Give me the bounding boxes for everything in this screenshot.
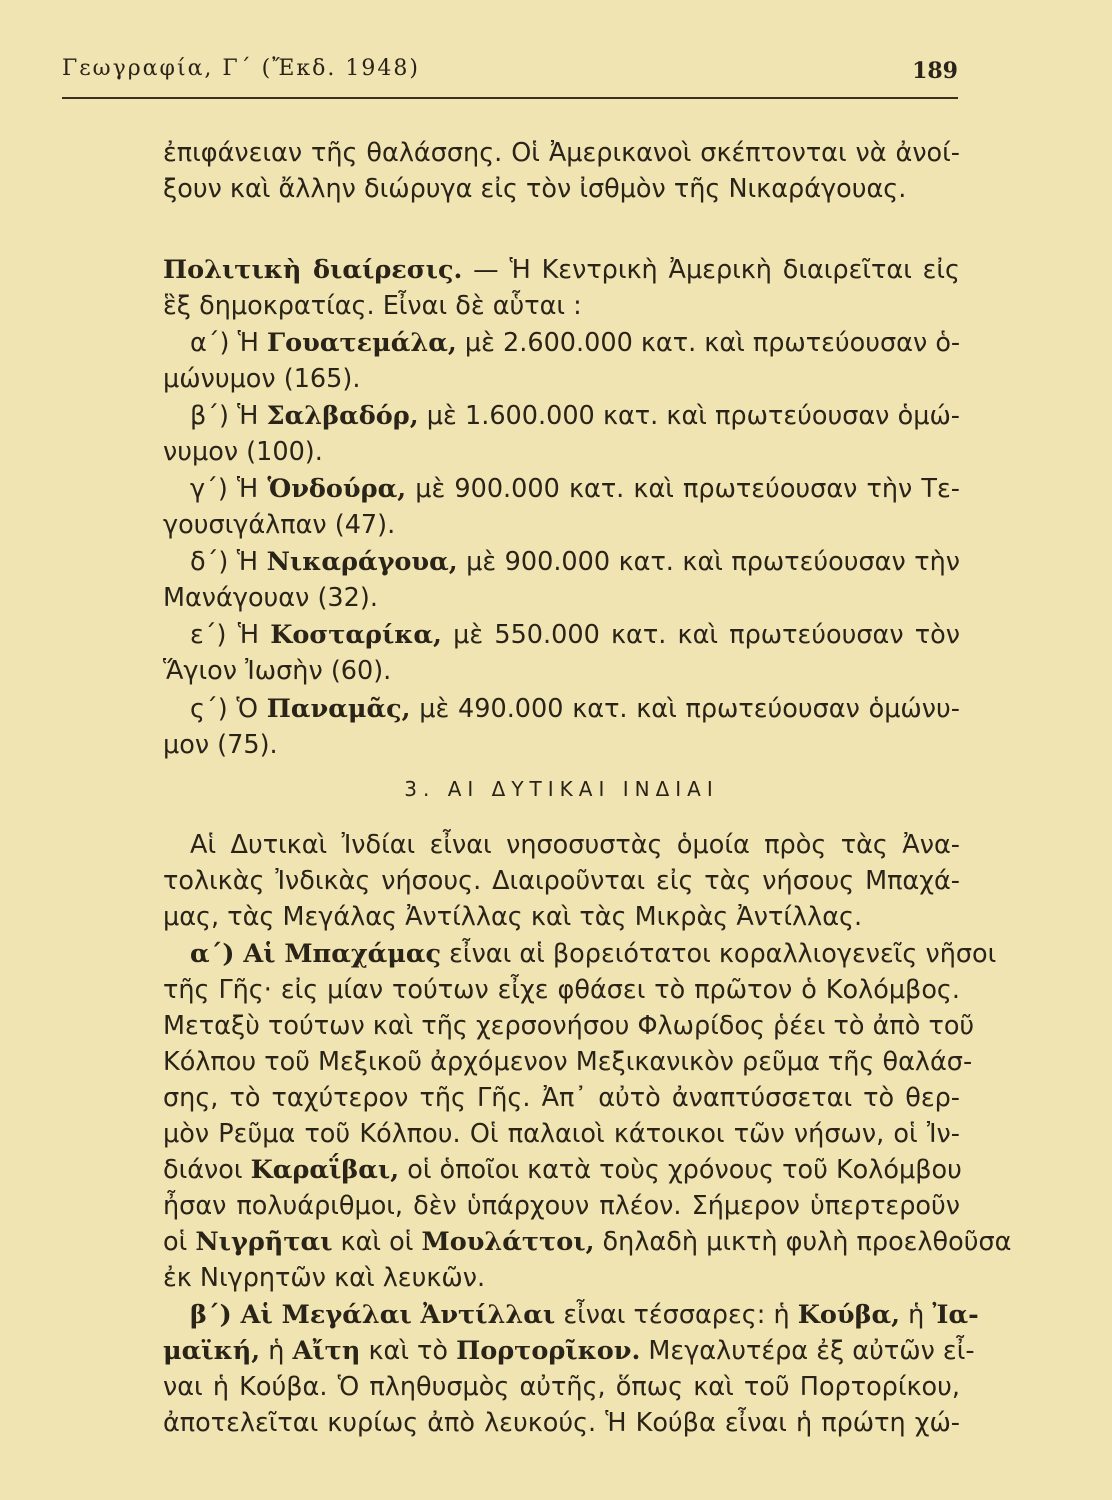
text-line xyxy=(190,828,960,862)
bold-term: Ὁνδούρα, xyxy=(267,474,407,504)
bold-term: Καραΐβαι, xyxy=(250,1155,400,1185)
text-line xyxy=(163,136,960,170)
text-segment: μὲ 900.000 κατ. καὶ πρωτεύουσαν τὴν xyxy=(457,547,960,577)
text-line xyxy=(163,581,960,615)
text-line xyxy=(163,900,960,934)
text-segment: Αἱ Δυτικαὶ Ἰνδίαι εἶναι νησοσυστὰς ὁμοία πρὸς τὰς Ἀνα- xyxy=(190,830,960,860)
text-segment: ἐπιφάνειαν τῆς θαλάσσης. Οἱ Ἀμερικανοὶ σκέπτονται νὰ ἀνοί- xyxy=(163,138,960,168)
text-line xyxy=(190,545,960,579)
text-segment: διάνοι xyxy=(163,1155,251,1185)
bold-term: Γουατεμάλα, xyxy=(267,328,457,358)
text-segment: ἓξ δημοκρατίας. Εἶναι δὲ αὗται : xyxy=(163,291,582,321)
text-segment: δ΄) Ἡ xyxy=(190,547,267,577)
bold-term: Παναμᾶς, xyxy=(266,694,411,724)
text-segment: μον (75). xyxy=(163,730,278,760)
text-segment: εἶναι τέσσαρες: ἡ xyxy=(555,1300,798,1330)
text-line xyxy=(190,326,960,360)
bold-term: Πολιτικὴ διαίρεσις. xyxy=(163,255,463,285)
text-segment: ἡ xyxy=(900,1300,933,1330)
text-line xyxy=(163,508,960,542)
text-segment: μὲ 900.000 κατ. καὶ πρωτεύουσαν τὴν Τε- xyxy=(406,474,960,504)
text-segment: τολικὰς Ἰνδικὰς νήσους. Διαιροῦνται εἰς τὰς νήσους Μπαχά- xyxy=(163,866,960,896)
bold-term: α΄) Αἱ Μπαχάμας xyxy=(190,939,442,969)
text-segment: νυμον (100). xyxy=(163,437,323,467)
text-line xyxy=(163,1117,960,1151)
bold-term: β΄) Αἱ Μεγάλαι Ἀντίλλαι xyxy=(190,1300,556,1330)
text-segment: Μανάγουαν (32). xyxy=(163,583,378,613)
text-segment: ἀποτελεῖται κυρίως ἀπὸ λευκούς. Ἡ Κούβα εἶναι ἡ πρώτη χώ- xyxy=(163,1408,960,1438)
bold-term: Κοσταρίκα, xyxy=(270,620,442,650)
bold-term: μαϊκή, xyxy=(163,1336,261,1366)
text-segment: μὲ 490.000 κατ. καὶ πρωτεύουσαν ὁμώνυ- xyxy=(410,694,960,724)
bold-term: Κούβα, xyxy=(797,1300,901,1330)
text-segment: Ἅγιον Ἰωσὴν (60). xyxy=(163,656,392,686)
text-segment: ς΄) Ὁ xyxy=(190,694,267,724)
text-segment: τῆς Γῆς· εἰς μίαν τούτων εἶχε φθάσει τὸ πρῶτον ὁ Κολόμβος. xyxy=(163,975,960,1005)
text-segment: Μεταξὺ τούτων καὶ τῆς χερσονήσου Φλωρίδος ῥέει τὸ ἀπὸ τοῦ xyxy=(163,1011,975,1041)
text-line xyxy=(163,1225,1012,1259)
text-segment: δηλαδὴ μικτὴ φυλὴ προελθοῦσα xyxy=(594,1227,1012,1257)
bold-term: Νιγρῆται xyxy=(195,1227,333,1257)
text-segment: σης, τὸ ταχύτερον τῆς Γῆς. Ἀπ᾽ αὐτὸ ἀναπτύσσεται τὸ θερ- xyxy=(163,1083,960,1113)
page-number: 189 xyxy=(912,58,958,84)
text-line xyxy=(163,435,960,469)
text-segment: μὲ 1.600.000 κατ. καὶ πρωτεύουσαν ὁμώ- xyxy=(418,401,960,431)
running-header xyxy=(62,52,958,92)
bold-term: Νικαράγουα, xyxy=(266,547,458,577)
text-line xyxy=(163,973,960,1007)
text-segment: Κόλπου τοῦ Μεξικοῦ ἀρχόμενον Μεξικανικὸν ρεῦμα τῆς θαλάσ- xyxy=(163,1047,973,1077)
text-segment: ξουν καὶ ἄλλην διώρυγα εἰς τὸν ἰσθμὸν τῆς Νικαράγουας. xyxy=(163,174,907,204)
text-segment: μὲ 2.600.000 κατ. καὶ πρωτεύουσαν ὁ- xyxy=(456,328,961,358)
text-line xyxy=(163,172,960,206)
text-line xyxy=(163,864,960,898)
text-line xyxy=(163,362,960,396)
text-line xyxy=(190,692,960,726)
text-line xyxy=(163,1406,960,1440)
text-line xyxy=(163,1153,960,1187)
text-segment: καὶ τὸ xyxy=(360,1336,457,1366)
text-line xyxy=(163,1081,960,1115)
text-segment: μὲ 550.000 κατ. καὶ πρωτεύουσαν τὸν xyxy=(441,620,961,650)
text-segment: ἐκ Νιγρητῶν καὶ λευκῶν. xyxy=(163,1263,486,1293)
text-segment: β΄) Ἡ xyxy=(190,401,267,431)
text-segment: ε΄) Ἡ xyxy=(190,620,271,650)
text-line xyxy=(190,472,960,506)
bold-term: Αἴτη xyxy=(292,1336,361,1366)
text-segment: 3. ΑΙ ΔΥΤΙΚΑΙ ΙΝΔΙΑΙ xyxy=(404,777,719,801)
text-segment: καὶ οἱ xyxy=(332,1227,422,1257)
text-line xyxy=(163,1189,960,1223)
bold-term: Ἰα- xyxy=(932,1300,979,1330)
text-line xyxy=(190,399,960,433)
text-segment: ναι ἡ Κούβα. Ὁ πληθυσμὸς αὐτῆς, ὅπως καὶ τοῦ Πορτορίκου, xyxy=(163,1372,960,1402)
section-heading xyxy=(163,772,960,806)
bold-term: Πορτορῖκον. xyxy=(456,1336,641,1366)
text-line xyxy=(163,1334,975,1368)
text-segment: Μεγαλυτέρα ἐξ αὐτῶν εἶ- xyxy=(640,1336,975,1366)
text-segment: ἦσαν πολυάριθμοι, δὲν ὑπάρχουν πλέον. Σήμερον ὑπερτεροῦν xyxy=(163,1191,960,1221)
text-line xyxy=(190,1298,979,1332)
bold-term: Σαλβαδόρ, xyxy=(266,401,419,431)
text-line xyxy=(163,654,960,688)
text-segment: — Ἡ Κεντρικὴ Ἀμερικὴ διαιρεῖται εἰς xyxy=(462,255,961,285)
text-segment: οἱ xyxy=(163,1227,196,1257)
header-rule xyxy=(62,97,958,99)
running-title: Γεωγραφία, Γ΄ (Ἔκδ. 1948) xyxy=(62,56,420,81)
bold-term: Μουλάττοι, xyxy=(421,1227,595,1257)
text-segment: γ΄) Ἡ xyxy=(190,474,268,504)
text-line xyxy=(163,1009,975,1043)
text-line xyxy=(163,253,960,287)
text-line xyxy=(163,1261,960,1295)
text-segment: μώνυμον (165). xyxy=(163,364,361,394)
text-segment: εἶναι αἱ βορειότατοι κοραλλιογενεῖς νῆσοι xyxy=(441,939,997,969)
text-line xyxy=(163,728,960,762)
text-line xyxy=(163,289,960,323)
text-line xyxy=(190,937,997,971)
text-segment: μὸν Ρεῦμα τοῦ Κόλπου. Οἱ παλαιοὶ κάτοικοι τῶν νήσων, οἱ Ἰν- xyxy=(163,1119,960,1149)
text-segment: γουσιγάλπαν (47). xyxy=(163,510,396,540)
text-line xyxy=(163,1370,960,1404)
text-segment: α΄) Ἡ xyxy=(190,328,268,358)
text-segment: οἱ ὁποῖοι κατὰ τοὺς χρόνους τοῦ Κολόμβου xyxy=(399,1155,962,1185)
text-segment: ἡ xyxy=(260,1336,293,1366)
text-segment: μας, τὰς Μεγάλας Ἀντίλλας καὶ τὰς Μικρὰς Ἀντίλλας. xyxy=(163,902,863,932)
text-line xyxy=(163,1045,973,1079)
text-line xyxy=(190,618,960,652)
